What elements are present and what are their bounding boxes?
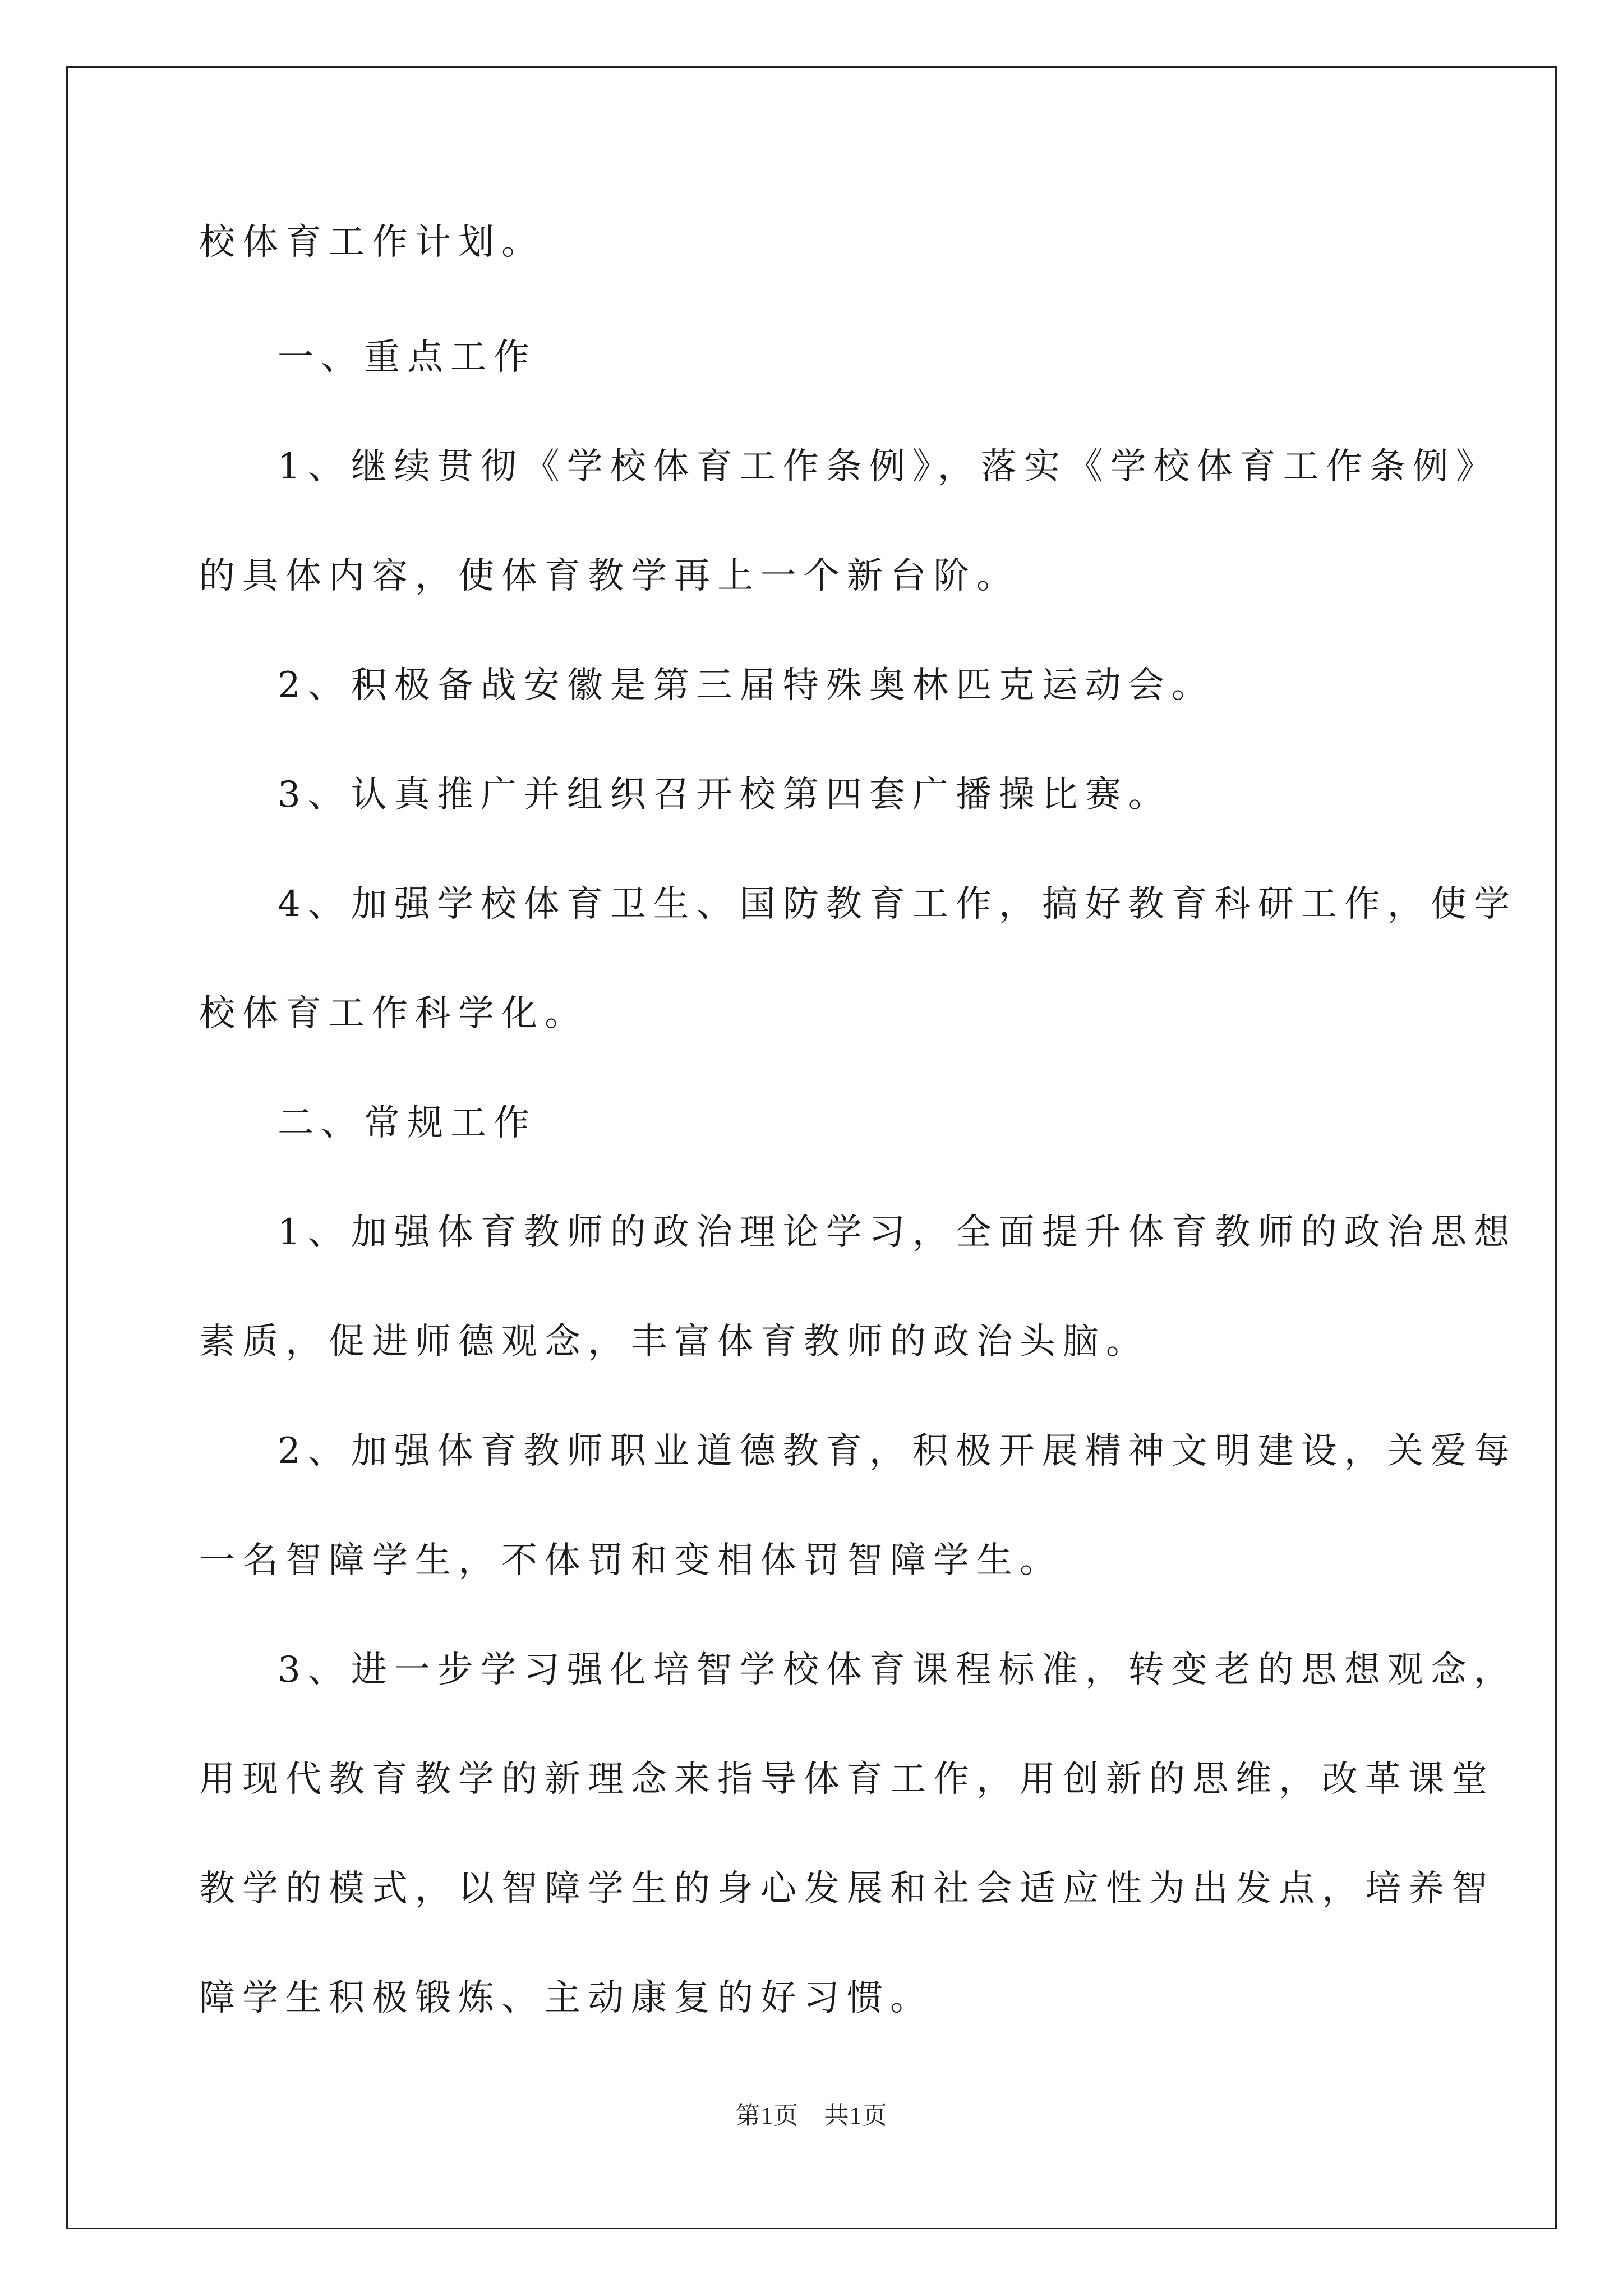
text-line: 1、加强体育教师的政治理论学习，全面提升体育教师的政治思想 bbox=[278, 1212, 1517, 1253]
page-number-footer: 第1页 共1页 bbox=[735, 2102, 888, 2129]
text-line: 障学生积极锻炼、主动康复的好习惯。 bbox=[199, 1977, 933, 2019]
text-line: 一名智障学生，不体罚和变相体罚智障学生。 bbox=[199, 1540, 1063, 1581]
text-line: 1、继续贯彻《学校体育工作条例》，落实《学校体育工作条例》 bbox=[278, 446, 1499, 487]
text-line: 用现代教育教学的新理念来指导体育工作，用创新的思维，改革课堂 bbox=[199, 1759, 1495, 1800]
text-line: 3、进一步学习强化培智学校体育课程标准，转变老的思想观念， bbox=[278, 1649, 1517, 1691]
section-heading: 二、常规工作 bbox=[278, 1102, 537, 1144]
text-line: 2、加强体育教师职业道德教育，积极开展精神文明建设，关爱每 bbox=[278, 1430, 1517, 1472]
text-line: 4、加强学校体育卫生、国防教育工作，搞好教育科研工作，使学 bbox=[278, 884, 1517, 925]
text-line: 校体育工作科学化。 bbox=[199, 993, 588, 1034]
text-line: 素质，促进师德观念，丰富体育教师的政治头脑。 bbox=[199, 1321, 1149, 1363]
text-line: 2、积极备战安徽是第三届特殊奥林匹克运动会。 bbox=[278, 665, 1215, 706]
text-line: 校体育工作计划。 bbox=[199, 222, 545, 263]
text-line: 的具体内容，使体育教学再上一个新台阶。 bbox=[199, 555, 1020, 597]
text-line: 3、认真推广并组织召开校第四套广播操比赛。 bbox=[278, 774, 1172, 816]
text-line: 教学的模式，以智障学生的身心发展和社会适应性为出发点，培养智 bbox=[199, 1868, 1495, 1910]
section-heading: 一、重点工作 bbox=[278, 337, 537, 378]
